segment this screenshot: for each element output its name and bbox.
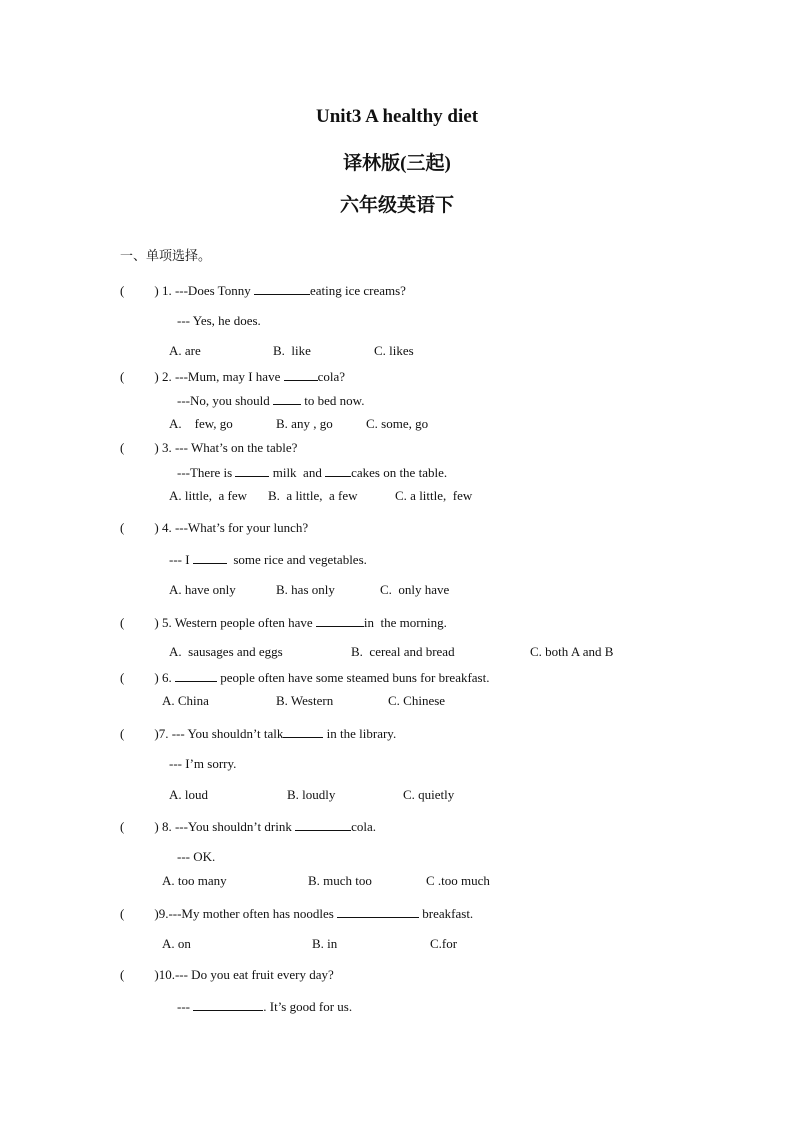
answer-blank[interactable] (325, 464, 351, 477)
option-b: B. much too (308, 873, 372, 888)
option-a: A. too many (162, 873, 227, 888)
section-heading: 一、单项选择。 (120, 248, 212, 263)
doc-subtitle-publisher: 译林版(三起) (343, 153, 451, 174)
option-b: B. like (273, 343, 311, 358)
answer-line-3: ---There is milk and cakes on the table. (177, 465, 448, 480)
option-c: C. likes (374, 343, 414, 358)
question-9: ( )9.---My mother often has noodles breakfast. (120, 906, 474, 921)
option-b: B. has only (276, 582, 335, 597)
answer-blank[interactable] (284, 368, 318, 381)
option-c: C. Chinese (388, 693, 446, 708)
option-b: B. a little, a few (268, 488, 358, 503)
option-a: A. few, go (169, 416, 233, 431)
answer-blank[interactable] (316, 614, 364, 627)
question-3: ( ) 3. --- What’s on the table? (120, 440, 298, 455)
answer-line-1: --- Yes, he does. (177, 313, 261, 328)
option-b: B. cereal and bread (351, 644, 455, 659)
answer-blank[interactable] (273, 392, 301, 405)
question-7: ( )7. --- You shouldn’t talk in the library. (120, 726, 397, 741)
question-8: ( ) 8. ---You shouldn’t drink cola. (120, 819, 376, 834)
option-c: C. some, go (366, 416, 429, 431)
option-c: C. both A and B (530, 644, 614, 659)
option-b: B. Western (276, 693, 334, 708)
option-a: A. little, a few (169, 488, 247, 503)
option-b: B. loudly (287, 787, 336, 802)
option-a: A. have only (169, 582, 236, 597)
option-a: A. sausages and eggs (169, 644, 283, 659)
answer-blank[interactable] (254, 282, 310, 295)
answer-blank[interactable] (283, 725, 323, 738)
question-1: ( ) 1. ---Does Tonny eating ice creams? (120, 283, 406, 298)
question-2: ( ) 2. ---Mum, may I have cola? (120, 369, 346, 384)
option-c: C. a little, few (395, 488, 473, 503)
question-10: ( )10.--- Do you eat fruit every day? (120, 967, 334, 982)
question-number: 1. (161, 283, 172, 298)
question-4: ( ) 4. ---What’s for your lunch? (120, 520, 309, 535)
answer-line-2: ---No, you should to bed now. (177, 393, 365, 408)
question-5: ( ) 5. Western people often have in the morning. (120, 615, 447, 630)
answer-blank[interactable] (193, 551, 227, 564)
answer-line-10: --- . It’s good for us. (177, 999, 353, 1014)
option-c: C. only have (380, 582, 450, 597)
answer-line-4: --- I some rice and vegetables. (169, 552, 367, 567)
option-a: A. on (162, 936, 191, 951)
option-c: C.for (430, 936, 458, 951)
answer-blank[interactable] (175, 669, 217, 682)
answer-blank[interactable] (337, 905, 419, 918)
option-b: B. any , go (276, 416, 333, 431)
option-a: A. China (162, 693, 209, 708)
answer-line-7: --- I’m sorry. (169, 756, 237, 771)
option-a: A. loud (169, 787, 208, 802)
question-6: ( ) 6. people often have some steamed buns for breakfast. (120, 670, 490, 685)
doc-subtitle-grade: 六年级英语下 (339, 195, 454, 216)
option-b: B. in (312, 936, 338, 951)
option-c: C. quietly (403, 787, 455, 802)
answer-blank[interactable] (235, 464, 269, 477)
answer-blank[interactable] (295, 818, 351, 831)
doc-title: Unit3 A healthy diet (315, 106, 479, 127)
answer-blank[interactable] (193, 998, 263, 1011)
option-a: A. are (169, 343, 201, 358)
option-c: C .too much (426, 873, 490, 888)
answer-line-8: --- OK. (177, 849, 216, 864)
